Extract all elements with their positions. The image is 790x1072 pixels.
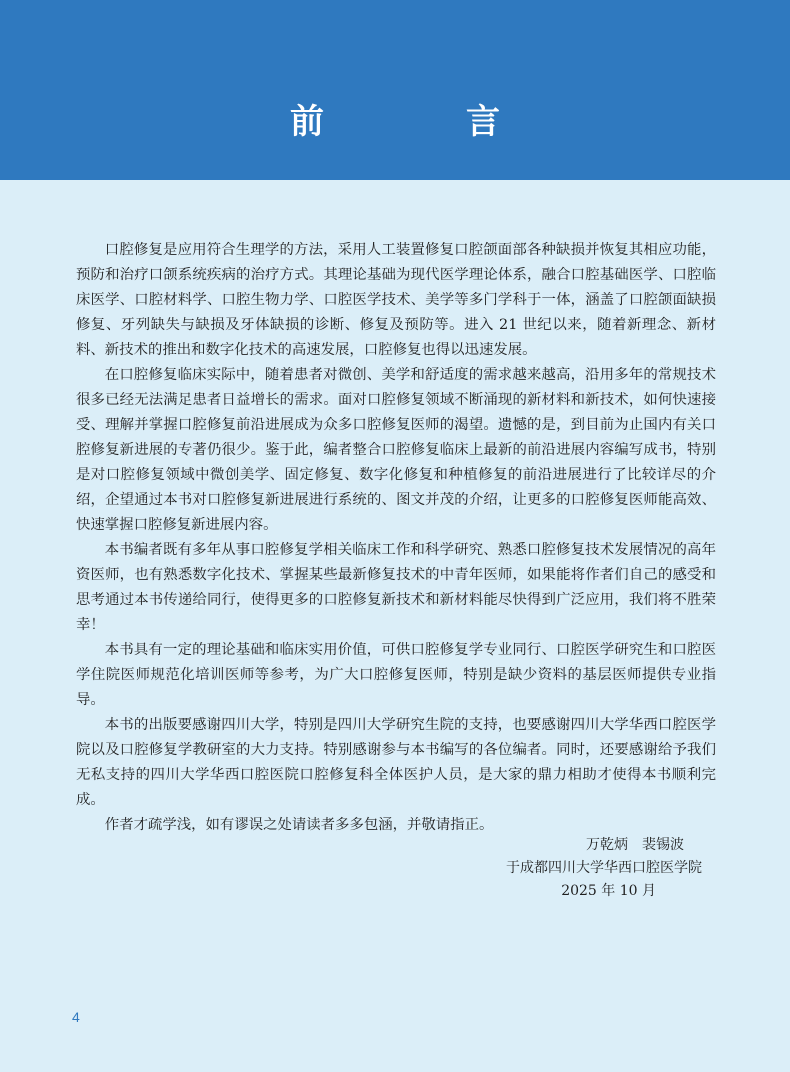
paragraph-1: 口腔修复是应用符合生理学的方法，采用人工装置修复口腔颌面部各种缺损并恢复其相应功能，预防和治疗口颌系统疾病的治疗方式。其理论基础为现代医学理论体系，融合口腔基础医学、口腔临床医学、口腔材料学、口腔生物力学、口腔医学技术、美学等多门学科于一体，涵盖了口腔颌面缺损修复、牙列缺失与缺损及牙体缺损的诊断、修复及预防等。进入 21 世纪以来，随着新理念、新材料、新技术的推出和数字化技术的高速发展，口腔修复也得以迅速发展。 [76,242,716,358]
affiliation: 于成都四川大学华西口腔医学院 [506,860,702,876]
authors: 万乾炳 裴锡波 [586,837,684,853]
page-title: 前 言 [290,102,554,142]
paragraph-4: 本书具有一定的理论基础和临床实用价值，可供口腔修复学专业同行、口腔医学研究生和口腔医学住院医师规范化培训医师等参考，为广大口腔修复医师，特别是缺少资料的基层医师提供专业指导。 [76,642,716,708]
paragraph-2: 在口腔修复临床实际中，随着患者对微创、美学和舒适度的需求越来越高，沿用多年的常规技术很多已经无法满足患者日益增长的需求。面对口腔修复领域不断涌现的新材料和新技术，如何快速接受、理解并掌握口腔修复前沿进展成为众多口腔修复医师的渴望。遗憾的是，到目前为止国内有关口腔修复新进展的专著仍很少。鉴于此，编者整合口腔修复临床上最新的前沿进展内容编写成书，特别是对口腔修复领域中微创美学、固定修复、数字化修复和种植修复的前沿进展进行了比较详尽的介绍，企望通过本书对口腔修复新进展进行系统的、图文并茂的介绍，让更多的口腔修复医师能高效、快速掌握口腔修复新进展内容。 [76,367,716,533]
date: 2025 年 10 月 [561,883,656,899]
paragraph-3: 本书编者既有多年从事口腔修复学相关临床工作和科学研究、熟悉口腔修复技术发展情况的高年资医师，也有熟悉数字化技术、掌握某些最新修复技术的中青年医师，如果能将作者们自己的感受和思考通过本书传递给同行，使得更多的口腔修复新技术和新材料能尽快得到广泛应用，我们将不胜荣幸！ [76,542,716,633]
paragraph-5: 本书的出版要感谢四川大学，特别是四川大学研究生院的支持，也要感谢四川大学华西口腔医学院以及口腔修复学教研室的大力支持。特别感谢参与本书编写的各位编者。同时，还要感谢给予我们无私支持的四川大学华西口腔医院口腔修复科全体医护人员，是大家的鼎力相助才使得本书顺利完成。 [76,717,716,808]
page-number: 4 [72,1009,80,1025]
paragraph-6: 作者才疏学浅，如有谬误之处请读者多多包涵，并敬请指正。 [104,817,494,833]
signature-block [382,834,702,903]
header-banner [0,0,790,180]
preface-body [76,238,716,838]
